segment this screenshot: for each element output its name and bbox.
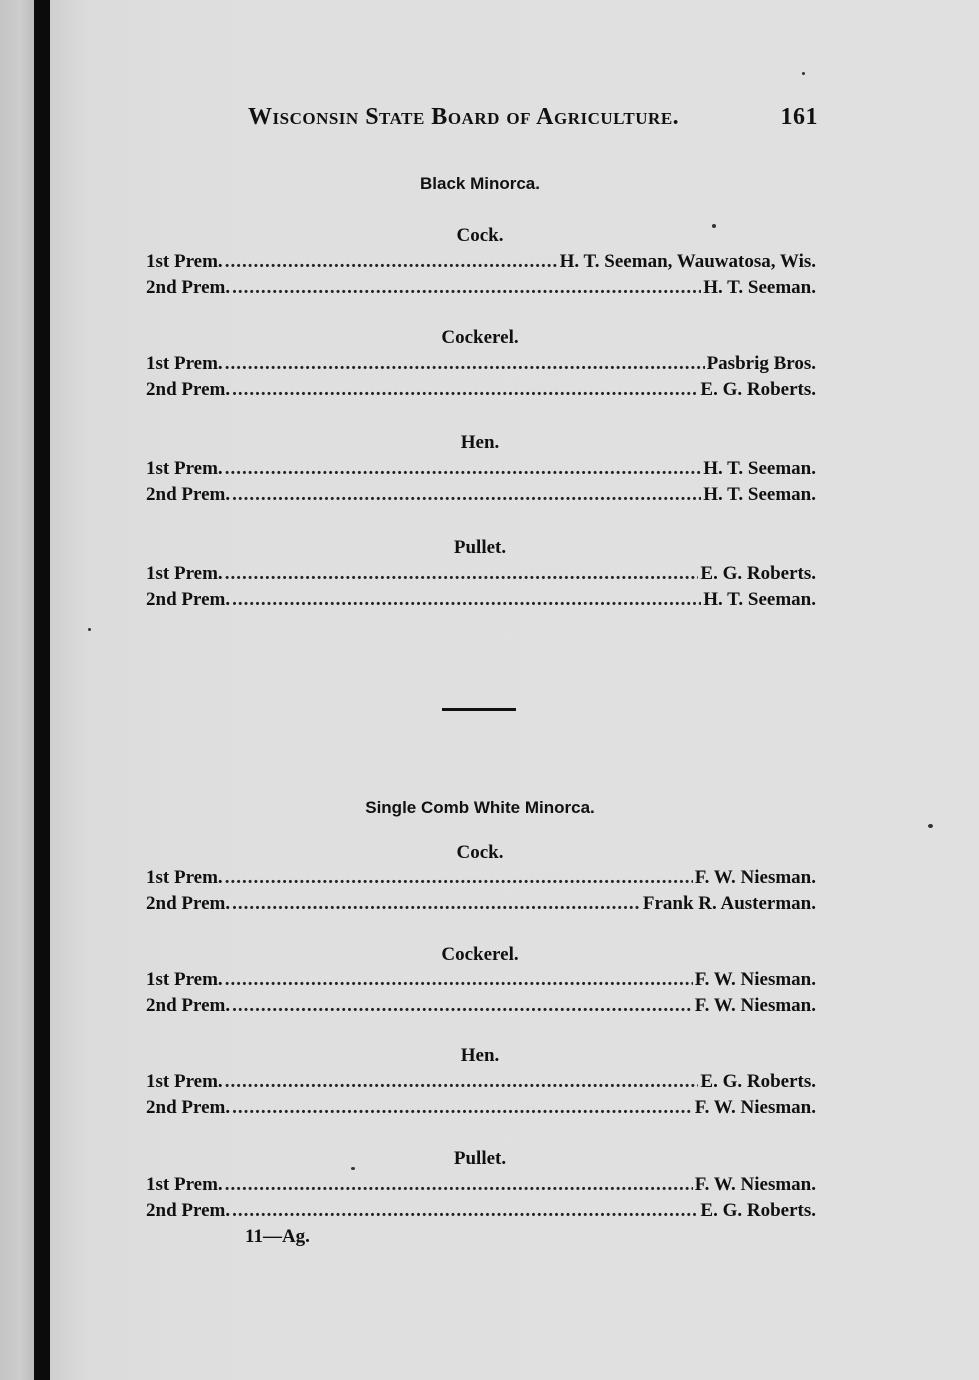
premium-winner: F. W. Niesman. bbox=[694, 995, 816, 1016]
running-header-title: Wisconsin State Board of Agriculture. bbox=[248, 104, 680, 130]
category-heading: Hen. bbox=[460, 432, 500, 453]
category-heading: Pullet. bbox=[453, 1148, 507, 1169]
premium-winner: E. G. Roberts. bbox=[700, 379, 816, 400]
premium-rank: 1st Prem. bbox=[146, 1071, 223, 1092]
premium-row bbox=[146, 484, 816, 508]
dot-leader bbox=[225, 458, 702, 480]
premium-rank: 2nd Prem. bbox=[146, 379, 231, 400]
running-header bbox=[248, 104, 818, 138]
category-heading: Pullet. bbox=[453, 537, 507, 558]
premium-winner: H. T. Seeman. bbox=[703, 277, 816, 298]
premium-row bbox=[146, 251, 816, 275]
scan-speck bbox=[802, 72, 805, 75]
breed-heading-single-comb-white-minorca: Single Comb White Minorca. bbox=[365, 798, 595, 817]
premium-rank: 1st Prem. bbox=[146, 458, 223, 479]
premium-rank: 1st Prem. bbox=[146, 563, 223, 584]
premium-rank: 2nd Prem. bbox=[146, 589, 231, 610]
scan-margin bbox=[0, 0, 34, 1380]
premium-row bbox=[146, 1097, 816, 1121]
premium-rank: 2nd Prem. bbox=[146, 1097, 231, 1118]
premium-rank: 1st Prem. bbox=[146, 867, 223, 888]
dot-leader bbox=[225, 969, 693, 991]
dot-leader bbox=[225, 353, 705, 375]
dot-leader bbox=[232, 379, 698, 401]
category-heading: Cock. bbox=[456, 225, 504, 246]
dot-leader bbox=[232, 1097, 693, 1119]
premium-rank: 2nd Prem. bbox=[146, 893, 231, 914]
premium-row bbox=[146, 379, 816, 403]
premium-row bbox=[146, 589, 816, 613]
premium-winner: F. W. Niesman. bbox=[694, 969, 816, 990]
premium-winner: F. W. Niesman. bbox=[694, 1174, 816, 1195]
premium-winner: F. W. Niesman. bbox=[694, 1097, 816, 1118]
premium-winner: H. T. Seeman. bbox=[703, 484, 816, 505]
category-heading: Hen. bbox=[460, 1045, 500, 1066]
page bbox=[50, 0, 979, 1380]
dot-leader bbox=[232, 995, 693, 1017]
premium-rank: 2nd Prem. bbox=[146, 484, 231, 505]
premium-winner: H. T. Seeman. bbox=[703, 589, 816, 610]
premium-rank: 1st Prem. bbox=[146, 353, 223, 374]
premium-winner: H. T. Seeman. bbox=[703, 458, 816, 479]
category-heading: Cock. bbox=[456, 842, 504, 863]
dot-leader bbox=[225, 867, 693, 889]
premium-winner: H. T. Seeman, Wauwatosa, Wis. bbox=[559, 251, 816, 272]
premium-row bbox=[146, 893, 816, 917]
premium-row bbox=[146, 969, 816, 993]
premium-rank: 1st Prem. bbox=[146, 1174, 223, 1195]
premium-winner: E. G. Roberts. bbox=[700, 563, 816, 584]
dot-leader bbox=[225, 1174, 693, 1196]
page-number: 161 bbox=[780, 104, 818, 130]
breed-heading-black-minorca: Black Minorca. bbox=[420, 174, 540, 193]
scan-speck bbox=[351, 1167, 355, 1170]
section-divider bbox=[442, 708, 516, 711]
premium-winner: Frank R. Austerman. bbox=[642, 893, 816, 914]
premium-row bbox=[146, 1071, 816, 1095]
premium-rank: 2nd Prem. bbox=[146, 1200, 231, 1221]
premium-winner: E. G. Roberts. bbox=[700, 1200, 816, 1221]
scan-speck bbox=[712, 224, 716, 228]
premium-row bbox=[146, 277, 816, 301]
premium-row bbox=[146, 867, 816, 891]
premium-rank: 1st Prem. bbox=[146, 969, 223, 990]
scan-speck bbox=[88, 628, 91, 631]
premium-row bbox=[146, 995, 816, 1019]
dot-leader bbox=[232, 484, 701, 506]
premium-rank: 2nd Prem. bbox=[146, 995, 231, 1016]
premium-rank: 2nd Prem. bbox=[146, 277, 231, 298]
dot-leader bbox=[225, 251, 558, 273]
dot-leader bbox=[232, 277, 701, 299]
premium-row bbox=[146, 1174, 816, 1198]
dot-leader bbox=[232, 589, 701, 611]
premium-winner: Pasbrig Bros. bbox=[706, 353, 816, 374]
premium-winner: E. G. Roberts. bbox=[700, 1071, 816, 1092]
signature-mark: 11—Ag. bbox=[245, 1226, 310, 1247]
premium-row bbox=[146, 458, 816, 482]
page-binding-edge bbox=[34, 0, 50, 1380]
dot-leader bbox=[232, 893, 641, 915]
premium-rank: 1st Prem. bbox=[146, 251, 223, 272]
category-heading: Cockerel. bbox=[441, 327, 519, 348]
premium-winner: F. W. Niesman. bbox=[694, 867, 816, 888]
category-heading: Cockerel. bbox=[441, 944, 519, 965]
dot-leader bbox=[225, 563, 699, 585]
dot-leader bbox=[225, 1071, 699, 1093]
premium-row bbox=[146, 563, 816, 587]
premium-row bbox=[146, 353, 816, 377]
scan-speck bbox=[928, 824, 933, 828]
dot-leader bbox=[232, 1200, 698, 1222]
premium-row bbox=[146, 1200, 816, 1224]
